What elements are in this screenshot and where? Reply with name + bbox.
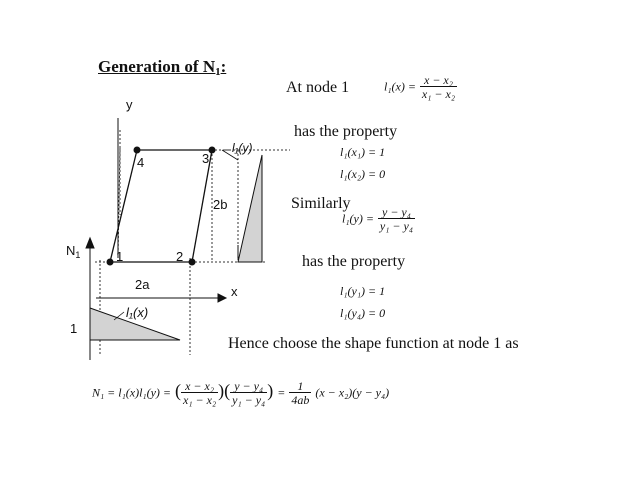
n-axis-arrow-icon: [86, 238, 94, 248]
page-title: Generation of $N_1$:: [98, 57, 227, 78]
l1y-triangle: [238, 155, 262, 262]
l1x-label: l₁(x): [126, 305, 149, 320]
l1y-label: l₁(y): [232, 141, 253, 155]
property-eq-1: l₁(x₁) = 1: [340, 145, 386, 159]
hence-text: Hence choose the shape function at node 1 as: [228, 335, 519, 352]
at-node1-text: At node 1: [286, 79, 350, 96]
element-edge-left: [110, 150, 137, 262]
axis-one-label: 1: [70, 321, 78, 336]
node-4-dot: [134, 147, 141, 154]
node-2-label: 2: [176, 249, 184, 264]
l1y-equation: l₁(y) = $\frac{\text{y − y₄}}{\text{y₁ − y₄}}$: [342, 205, 414, 233]
node-3-dot: [209, 147, 216, 154]
node-4-label: 4: [137, 155, 145, 170]
has-property-1-text: has the property: [294, 123, 398, 140]
node-1-label: 1: [116, 249, 124, 264]
property-eq-2: l₁(x₂) = 0: [340, 167, 386, 181]
final-equation: N₁ = l₁(x)l₁(y) = ( $\frac{\text{x − x₂}}{\text{x₁ − x₂}}$ )( $\frac{\text{y − y₄}}{\text{y₁ − y₄}}$ ) = $\frac{1}{4ab}$ (x − x₂)(y − y₄): [92, 379, 390, 407]
axis-y-label: y: [126, 97, 133, 112]
property-eq-4: l₁(y₄) = 0: [340, 306, 386, 320]
x-axis-arrow-icon: [218, 294, 226, 302]
axis-x-label: x: [231, 284, 238, 299]
dim-2b-label: 2b: [213, 197, 228, 212]
node-3-label: 3: [202, 151, 210, 166]
axis-n-label: $N_1$: [66, 243, 81, 260]
similarly-text: Similarly: [291, 195, 351, 212]
property-eq-3: l₁(y₁) = 1: [340, 284, 386, 298]
l1x-equation: l₁(x) = $\frac{\text{x − x₂}}{\text{x₁ − x₂}}$: [384, 73, 456, 101]
dim-2a-label: 2a: [135, 277, 150, 292]
node-1-dot: [107, 259, 114, 266]
has-property-2-text: has the property: [302, 253, 406, 270]
node-2-dot: [189, 259, 196, 266]
element-edge-right: [192, 150, 212, 262]
